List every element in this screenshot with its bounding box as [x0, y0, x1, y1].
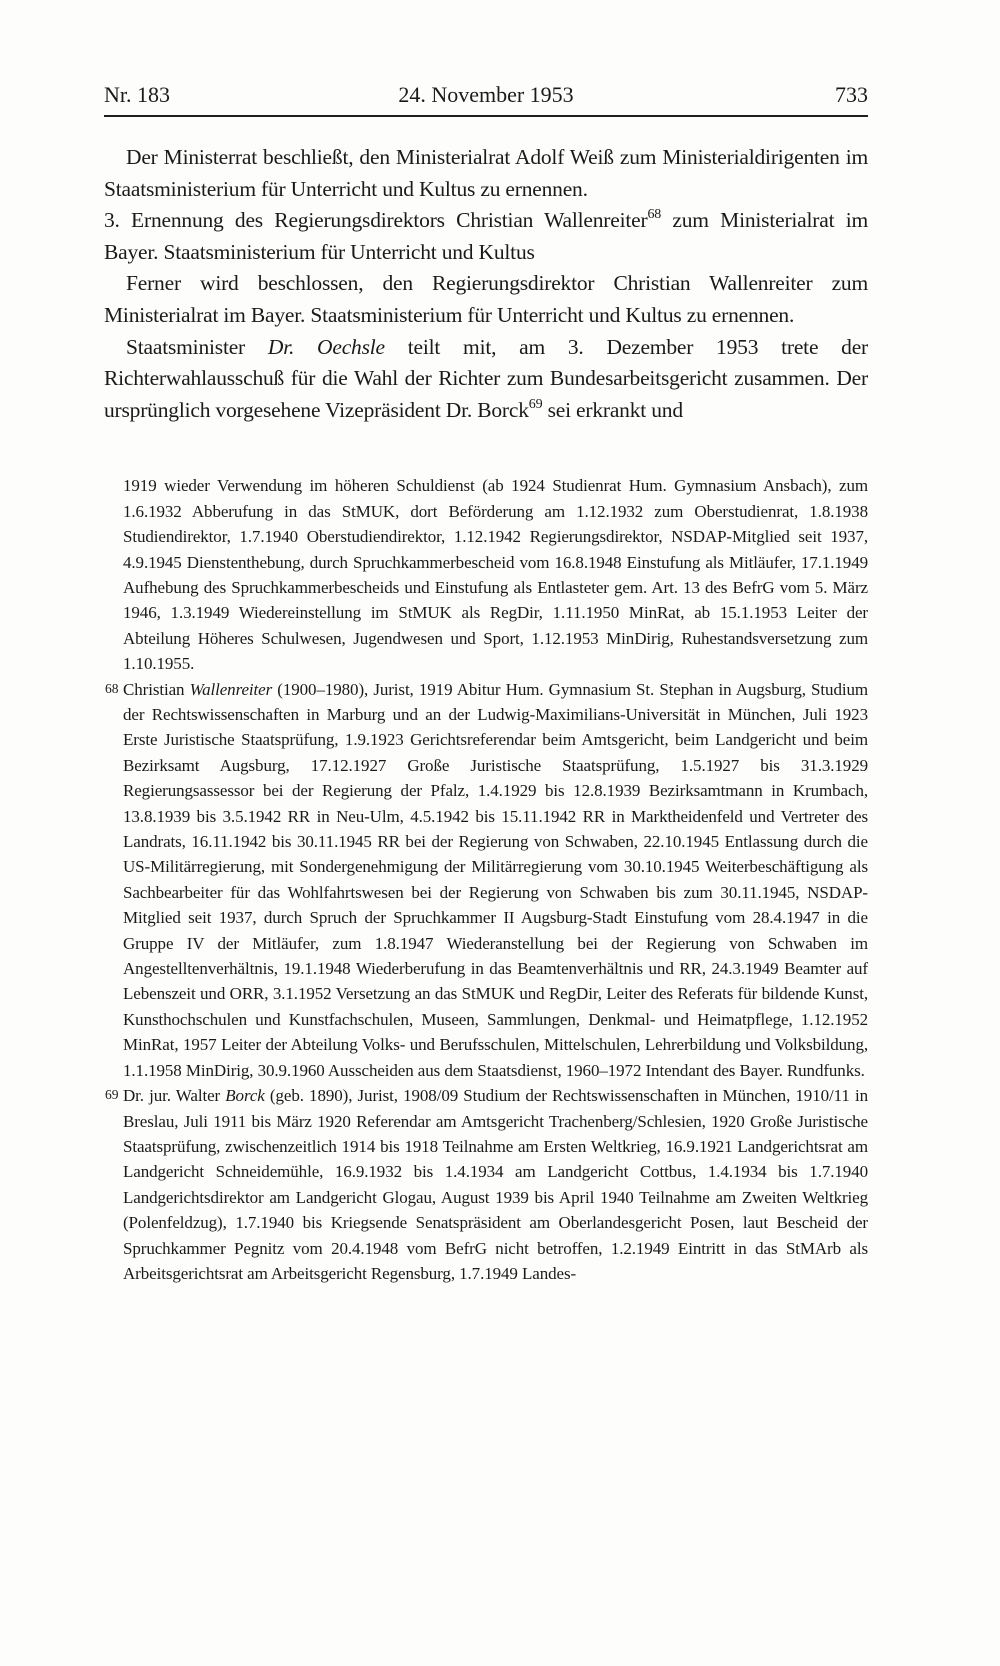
text-segment: sei erkrankt und: [542, 397, 683, 422]
body-text: [104, 142, 868, 426]
text-segment: 3. Ernennung des Regierungsdirektors Christian Wallenreiter: [104, 208, 648, 233]
text-segment: 1919 wieder Verwendung im höheren Schuldienst (ab 1924 Studienrat Hum. Gymnasium Ansbach), zum 1.6.1932 Abberufung in das StMUK, dort Beförderung am 1.12.1932 zum Oberstudienrat, 1.8.1938 Studiendirektor, 1.7.1940 Oberstudiendirektor, 1.12.1942 Regierungsdirektor, NSDAP-Mitglied seit 1937, 4.9.1945 Dienstenthebung, durch Spruchkammerbescheid vom 16.8.1948 Einstufung als Mitläufer, 17.1.1949 Aufhebung des Spruchkammerbescheids und Einstufung als Entlasteter gem. Art. 13 des BefrG vom 5. März 1946, 1.3.1949 Wiedereinstellung im StMUK als RegDir, 1.11.1950 MinRat, ab 15.1.1953 Leiter der Abteilung Höheres Schulwesen, Jugendwesen und Sport, 1.12.1953 MinDirig, Ruhestandsversetzung zum 1.10.1955.: [123, 476, 868, 674]
footnote-text: [123, 1086, 868, 1283]
paragraph: [104, 332, 868, 427]
text-segment: (geb. 1890), Jurist, 1908/09 Studium der Rechtswissenschaften in München, 1910/11 in Breslau, Juli 1911 bis März 1920 Referendar am Amtsgericht Trachenberg/Schlesien, 1920 Große Juristische Staatsprüfung, zwischenzeitlich 1914 bis 1918 Teilnahme am Ersten Weltkrieg, 16.9.1921 Landgerichtsrat am Landgericht Schneidemühle, 16.9.1932 bis 1.4.1934 am Landgericht Cottbus, 1.4.1934 bis 1.7.1940 Landgerichtsdirektor am Landgericht Glogau, August 1939 bis April 1940 Teilnahme am Zweiten Weltkrieg (Polenfeldzug), 1.7.1940 bis Kriegsende Senatspräsident am Oberlandesgericht Posen, laut Bescheid der Spruchkammer Pegnitz vom 20.4.1948 vom BefrG nicht betroffen, 1.2.1949 Eintritt in das StMArb als Arbeitsgerichtsrat am Arbeitsgericht Regensburg, 1.7.1949 Landes-: [123, 1086, 868, 1283]
header-page-number: 733: [835, 82, 868, 107]
page-header: [104, 82, 868, 117]
agenda-item-heading: [104, 205, 868, 268]
text-segment: Der Ministerrat beschließt, den Ministerialrat Adolf Weiß zum Ministerialdirigenten im Staatsministerium für Unterricht und Kultus zu ernennen.: [104, 145, 868, 201]
text-segment: Ferner wird beschlossen, den Regierungsdirektor Christian Wallenreiter zum Ministerialrat im Bayer. Staatsministerium für Unterricht und Kultus zu ernennen.: [104, 271, 868, 327]
footnote-68: [105, 677, 868, 1084]
footnote-number: 69: [105, 1087, 119, 1103]
header-date: 24. November 1953: [398, 82, 574, 107]
footnote-number: 68: [105, 680, 119, 696]
text-segment: Borck: [225, 1086, 265, 1106]
header-doc-number: Nr. 183: [104, 82, 170, 107]
footnote-ref: 68: [647, 207, 662, 223]
footnote-ref: 69: [528, 396, 543, 412]
text-segment: Staatsminister: [126, 334, 268, 359]
footnote-continuation: [123, 473, 868, 676]
text-segment: Dr. Oechsle: [267, 334, 385, 359]
text-segment: (1900–1980), Jurist, 1919 Abitur Hum. Gymnasium St. Stephan in Augsburg, Studium der Rechtswissenschaften in Marburg und an der Ludwig-Maximilians-Universität in München, Juli 1923 Erste Juristische Staatsprüfung, 1.9.1923 Gerichtsreferendar beim Amtsgericht, beim Landgericht und beim Bezirksamt Augsburg, 17.12.1927 Große Juristische Staatsprüfung, 1.5.1927 bis 31.3.1929 Regierungsassessor bei der Regierung der Pfalz, 1.4.1929 bis 12.8.1939 Bezirksamtmann in Krumbach, 13.8.1939 bis 3.5.1942 RR in Neu-Ulm, 4.5.1942 bis 15.11.1942 RR in Marktheidenfeld und Vertreter des Landrats, 16.11.1942 bis 30.11.1945 RR bei der Regierung von Schwaben, 22.10.1945 Entlassung durch die US-Militärregierung, mit Sondergenehmigung der Militärregierung vom 30.10.1945 Weiterbeschäftigung als Sachbearbeiter für das Wohlfahrtswesen bei der Regierung von Schwaben bis zum 30.11.1945, NSDAP-Mitglied seit 1937, durch Spruch der Spruchkammer II Augsburg-Stadt Einstufung vom 28.4.1947 in die Gruppe IV der Mitläufer, zum 1.8.1947 Wiederanstellung bei der Regierung von Schwaben im Angestelltenverhältnis, 19.1.1948 Wiederberufung in das Beamtenverhältnis und RR, 24.3.1949 Beamter auf Lebenszeit und ORR, 3.1.1952 Versetzung an das StMUK und RegDir, Leiter des Referats für bildende Kunst, Kunsthochschulen und Kunstfachschulen, Museen, Sammlungen, Denkmal- und Heimatpflege, 1.12.1952 MinRat, 1957 Leiter der Abteilung Volks- und Berufsschulen, Mittelschulen, Lehrerbildung und Volksbildung, 1.1.1958 MinDirig, 30.9.1960 Ausscheiden aus dem Staatsdienst, 1960–1972 Intendant des Bayer. Rundfunks.: [123, 679, 868, 1080]
text-segment: Christian: [123, 679, 190, 699]
footnote-text: [123, 680, 868, 1080]
text-segment: Wallenreiter: [189, 679, 273, 699]
paragraph: [104, 142, 868, 205]
footnote-text: [123, 476, 868, 673]
footnote-69: [105, 1083, 868, 1286]
text-segment: teilt mit, am 3. Dezember 1953 trete der Richterwahlausschuß für die Wahl der Richter zum Bundesarbeitsgericht zusammen. Der ursprünglich vorgesehene Vizepräsident Dr. Borck: [104, 334, 869, 422]
footnotes-section: [105, 473, 868, 1286]
text-segment: Dr. jur. Walter: [123, 1086, 226, 1106]
paragraph: [104, 268, 868, 331]
text-segment: zum Ministerialrat im Bayer. Staatsministerium für Unterricht und Kultus: [104, 208, 868, 264]
